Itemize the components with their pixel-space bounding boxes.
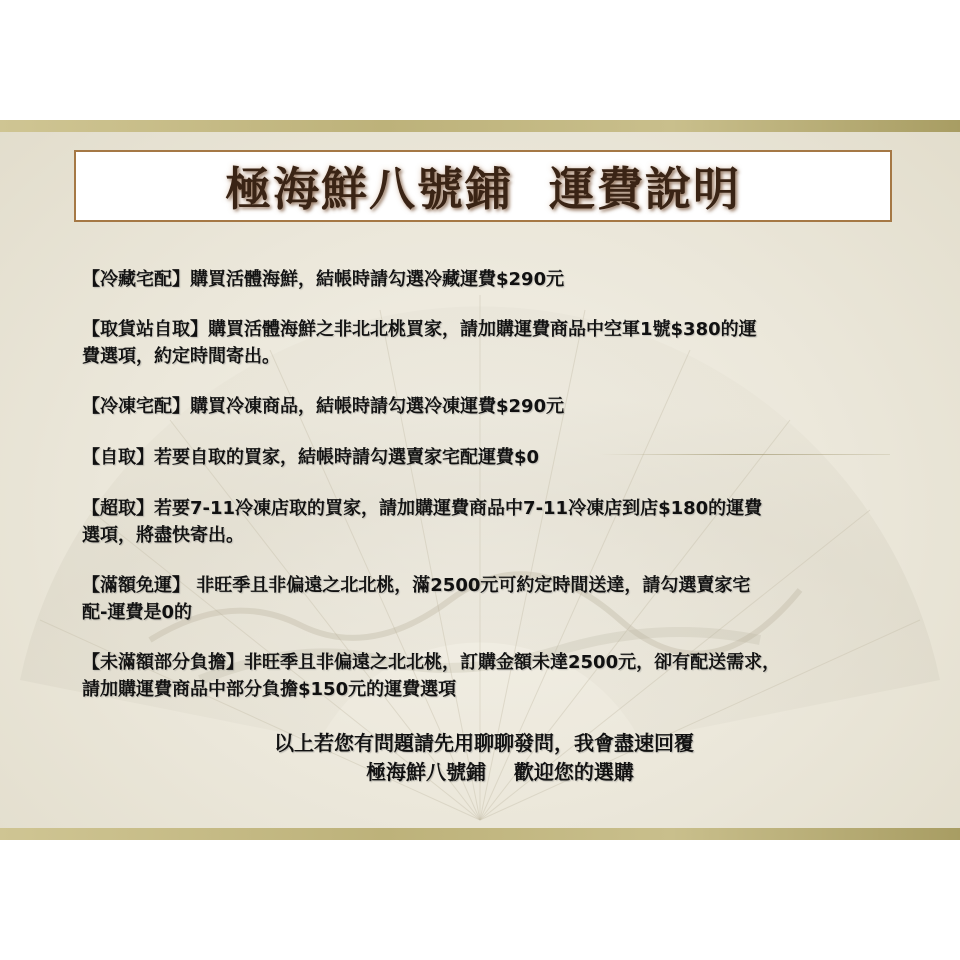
paragraph-convenience-store-pickup: [82, 495, 902, 549]
paragraph-tag: 【自取】: [82, 447, 154, 468]
title-box: [74, 150, 892, 222]
paragraph-free-shipping: [82, 572, 902, 626]
closing-question-note: 以上若您有問題請先用聊聊發問，我會盡速回覆: [274, 731, 694, 755]
paragraph-text: 若要自取的買家，結帳時請勾選賣家宅配運費$0: [154, 447, 540, 468]
paragraph-text: 購買活體海鮮之非北北桃買家，請加購運費商品中空軍1號$380的運 費選項，約定時間寄出。: [82, 319, 757, 367]
shipping-info-slide: [0, 120, 960, 840]
paragraph-tag: 【未滿額部分負擔】: [82, 652, 244, 673]
paragraph-tag: 【冷凍宅配】: [82, 396, 190, 417]
paragraph-refrigerated-delivery: [82, 266, 902, 293]
paragraph-text: 非旺季且非偏遠之北北桃，訂購金額未達2500元，卻有配送需求， 請加購運費商品中部分負擔$150元的運費選項: [82, 652, 781, 700]
paragraph-frozen-delivery: [82, 393, 902, 420]
bottom-gold-band: [0, 828, 960, 840]
paragraph-pickup-station: [82, 316, 902, 370]
paragraph-text: 購買冷凍商品，結帳時請勾選冷凍運費$290元: [190, 396, 565, 417]
page-title: 極海鮮八號鋪 運費說明: [224, 162, 742, 216]
paragraph-text: 非旺季且非偏遠之北北桃，滿2500元可約定時間送達，請勾選賣家宅 配-運費是0的: [82, 575, 751, 623]
paragraph-self-pickup: [82, 444, 902, 471]
paragraph-text: 若要7-11冷凍店取的買家，請加購運費商品中7-11冷凍店到店$180的運費 選項，將盡快寄出。: [82, 498, 763, 546]
paragraph-tag: 【冷藏宅配】: [82, 269, 190, 290]
paragraph-tag: 【滿額免運】: [82, 575, 190, 596]
paragraph-tag: 【取貨站自取】: [82, 319, 208, 340]
paragraph-tag: 【超取】: [82, 498, 154, 519]
paragraph-partial-shipping: [82, 649, 902, 703]
closing-welcome-note: 極海鮮八號鋪 歡迎您的選購: [366, 760, 634, 784]
paragraph-text: 購買活體海鮮，結帳時請勾選冷藏運費$290元: [190, 269, 565, 290]
